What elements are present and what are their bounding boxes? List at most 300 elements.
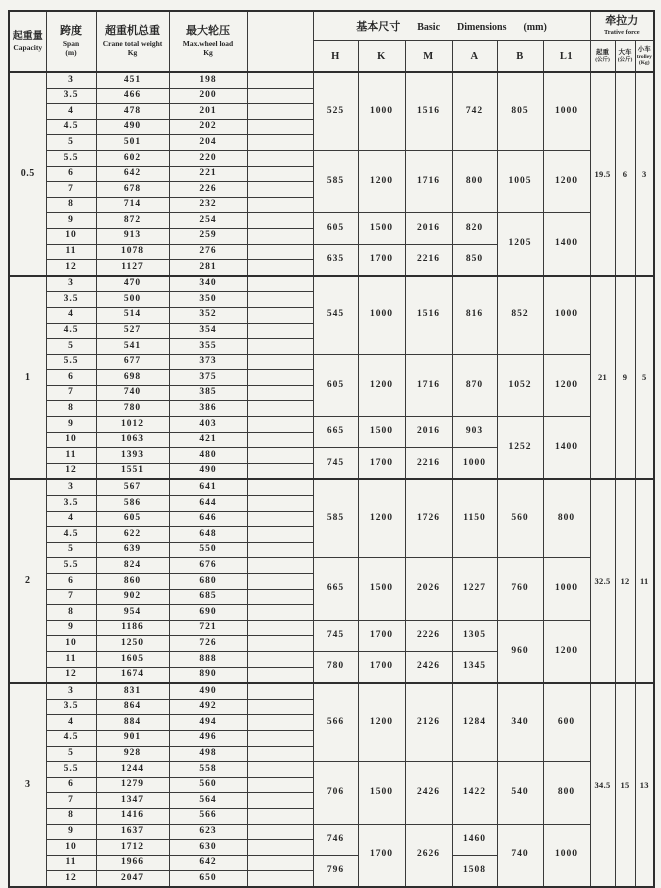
weight-header-en: Crane total weight <box>102 39 163 48</box>
capacity-header-zh: 起重量 <box>12 30 43 42</box>
wheel-load-cell: 726 <box>169 636 247 652</box>
hoist-traction-cell: 19.5 <box>590 72 615 276</box>
blank-cell <box>247 840 313 856</box>
dim-l1-cell: 800 <box>543 762 590 824</box>
dim-b-cell: 760 <box>497 558 543 620</box>
table-row <box>9 354 654 370</box>
col-header-L1: L1 <box>543 41 590 73</box>
dim-m-cell: 2216 <box>405 448 452 480</box>
wheel-load-cell: 494 <box>169 715 247 731</box>
blank-cell <box>247 871 313 887</box>
wheel-load-cell: 690 <box>169 605 247 621</box>
table-row <box>9 72 654 88</box>
span-cell: 12 <box>46 667 96 683</box>
dim-l1-cell: 1400 <box>543 213 590 276</box>
table-body <box>9 72 654 887</box>
wheel-load-cell: 259 <box>169 228 247 244</box>
capacity-cell: 3 <box>9 683 46 887</box>
blank-cell <box>247 824 313 840</box>
blank-cell <box>247 589 313 605</box>
blank-cell <box>247 793 313 809</box>
table-header <box>9 11 654 72</box>
trolley-traction-cell: 13 <box>635 683 654 887</box>
wheel-load-cell: 644 <box>169 496 247 512</box>
wheel-load-cell: 490 <box>169 463 247 479</box>
wheel-load-cell: 646 <box>169 511 247 527</box>
weight-cell: 1078 <box>96 244 169 260</box>
wheel-load-cell: 200 <box>169 88 247 104</box>
wheel-load-cell: 558 <box>169 762 247 778</box>
span-cell: 6 <box>46 370 96 386</box>
dim-a-cell: 1460 <box>452 824 497 855</box>
blank-cell <box>247 385 313 401</box>
dim-k-cell: 1700 <box>358 620 405 651</box>
span-cell: 5.5 <box>46 762 96 778</box>
dim-h-cell: 746 <box>313 824 358 855</box>
blank-cell <box>247 72 313 88</box>
weight-cell: 490 <box>96 119 169 135</box>
span-cell: 4.5 <box>46 730 96 746</box>
dim-k-cell: 1500 <box>358 213 405 244</box>
dim-m-cell: 2126 <box>405 683 452 761</box>
weight-cell: 470 <box>96 276 169 292</box>
col-header-crane-weight <box>96 11 169 72</box>
wheel-header-zh: 最大轮压 <box>186 25 230 38</box>
wheel-load-cell: 373 <box>169 354 247 370</box>
col-group-basic-dimensions <box>313 11 590 41</box>
span-cell: 5 <box>46 746 96 762</box>
span-cell: 4 <box>46 715 96 731</box>
wheel-load-cell: 888 <box>169 651 247 667</box>
span-cell: 3.5 <box>46 699 96 715</box>
dim-a-cell: 1305 <box>452 620 497 651</box>
blank-cell <box>247 620 313 636</box>
dim-b-cell: 540 <box>497 762 543 824</box>
span-cell: 11 <box>46 651 96 667</box>
wheel-load-cell: 276 <box>169 244 247 260</box>
span-cell: 8 <box>46 197 96 213</box>
wheel-load-cell: 721 <box>169 620 247 636</box>
table-row <box>9 150 654 166</box>
span-cell: 5 <box>46 135 96 151</box>
blank-cell <box>247 432 313 448</box>
wheel-load-cell: 226 <box>169 182 247 198</box>
wheel-header-en: Max.wheel load <box>182 39 234 48</box>
blank-cell <box>247 511 313 527</box>
weight-cell: 602 <box>96 150 169 166</box>
weight-cell: 2047 <box>96 871 169 887</box>
dim-h-cell: 745 <box>313 448 358 480</box>
bridge-traction-cell: 12 <box>615 479 635 683</box>
hoist-traction-cell: 34.5 <box>590 683 615 887</box>
span-cell: 4.5 <box>46 527 96 543</box>
span-cell: 6 <box>46 777 96 793</box>
span-cell: 7 <box>46 589 96 605</box>
dim-a-cell: 742 <box>452 72 497 150</box>
dim-k-cell: 1200 <box>358 479 405 557</box>
weight-cell: 1637 <box>96 824 169 840</box>
span-cell: 3 <box>46 276 96 292</box>
trolley-traction-label: 小车 <box>637 46 651 54</box>
dim-a-cell: 816 <box>452 276 497 354</box>
blank-cell <box>247 808 313 824</box>
wheel-load-cell: 490 <box>169 683 247 699</box>
span-cell: 11 <box>46 244 96 260</box>
weight-cell: 622 <box>96 527 169 543</box>
wheel-load-cell: 498 <box>169 746 247 762</box>
blank-cell <box>247 323 313 339</box>
span-cell: 11 <box>46 448 96 464</box>
span-cell: 12 <box>46 871 96 887</box>
dim-m-cell: 2216 <box>405 244 452 276</box>
dim-b-cell: 1252 <box>497 417 543 480</box>
weight-cell: 860 <box>96 574 169 590</box>
dim-k-cell: 1200 <box>358 683 405 761</box>
weight-cell: 1063 <box>96 432 169 448</box>
dim-m-cell: 2426 <box>405 762 452 824</box>
dim-l1-cell: 1400 <box>543 417 590 480</box>
col-header-A: A <box>452 41 497 73</box>
dim-a-cell: 870 <box>452 354 497 416</box>
wheel-load-cell: 403 <box>169 417 247 433</box>
dim-b-cell: 1052 <box>497 354 543 416</box>
span-cell: 4.5 <box>46 119 96 135</box>
table-row <box>9 762 654 778</box>
span-header-en: Span <box>62 39 80 48</box>
dim-k-cell: 1500 <box>358 762 405 824</box>
span-cell: 3 <box>46 72 96 88</box>
weight-cell: 1347 <box>96 793 169 809</box>
weight-cell: 478 <box>96 104 169 120</box>
col-header-blank <box>247 11 313 72</box>
table-row <box>9 683 654 699</box>
dim-h-cell: 796 <box>313 855 358 887</box>
weight-header-zh: 超重机总重 <box>105 25 160 38</box>
blank-cell <box>247 463 313 479</box>
dim-a-cell: 1508 <box>452 855 497 887</box>
blank-cell <box>247 370 313 386</box>
dim-m-cell: 1726 <box>405 479 452 557</box>
wheel-load-cell: 566 <box>169 808 247 824</box>
weight-cell: 1712 <box>96 840 169 856</box>
blank-cell <box>247 197 313 213</box>
wheel-load-cell: 385 <box>169 385 247 401</box>
bridge-traction-label: 大车 <box>618 49 632 57</box>
weight-cell: 1244 <box>96 762 169 778</box>
blank-cell <box>247 542 313 558</box>
dim-m-cell: 2016 <box>405 417 452 448</box>
dim-k-cell: 1000 <box>358 276 405 354</box>
dim-k-cell: 1500 <box>358 417 405 448</box>
blank-cell <box>247 746 313 762</box>
blank-cell <box>247 354 313 370</box>
wheel-load-cell: 350 <box>169 292 247 308</box>
wheel-load-cell: 281 <box>169 260 247 276</box>
dim-a-cell: 820 <box>452 213 497 244</box>
span-cell: 12 <box>46 260 96 276</box>
span-header-zh: 跨度 <box>60 25 82 38</box>
blank-cell <box>247 104 313 120</box>
dim-l1-cell: 1200 <box>543 150 590 212</box>
hoist-traction-label: 起重 <box>596 49 610 57</box>
wheel-load-cell: 685 <box>169 589 247 605</box>
dim-a-cell: 1150 <box>452 479 497 557</box>
span-cell: 8 <box>46 605 96 621</box>
dim-a-cell: 850 <box>452 244 497 276</box>
dim-k-cell: 1200 <box>358 150 405 212</box>
span-cell: 5 <box>46 542 96 558</box>
dim-h-cell: 585 <box>313 150 358 212</box>
col-header-H: H <box>313 41 358 73</box>
capacity-cell: 1 <box>9 276 46 480</box>
weight-cell: 1416 <box>96 808 169 824</box>
wheel-load-cell: 375 <box>169 370 247 386</box>
blank-cell <box>247 636 313 652</box>
dim-h-cell: 566 <box>313 683 358 761</box>
weight-cell: 698 <box>96 370 169 386</box>
weight-cell: 714 <box>96 197 169 213</box>
bridge-traction-cell: 15 <box>615 683 635 887</box>
col-header-span <box>46 11 96 72</box>
blank-cell <box>247 651 313 667</box>
span-cell: 4.5 <box>46 323 96 339</box>
weight-cell: 541 <box>96 339 169 355</box>
dims-header-unit: (mm) <box>523 22 547 33</box>
dim-m-cell: 2026 <box>405 558 452 620</box>
blank-cell <box>247 88 313 104</box>
dim-m-cell: 1716 <box>405 354 452 416</box>
span-cell: 10 <box>46 228 96 244</box>
weight-cell: 1393 <box>96 448 169 464</box>
blank-cell <box>247 228 313 244</box>
wheel-load-cell: 355 <box>169 339 247 355</box>
span-cell: 4 <box>46 511 96 527</box>
weight-cell: 678 <box>96 182 169 198</box>
wheel-load-cell: 564 <box>169 793 247 809</box>
weight-cell: 1966 <box>96 855 169 871</box>
wheel-load-cell: 386 <box>169 401 247 417</box>
weight-cell: 1012 <box>96 417 169 433</box>
dim-a-cell: 800 <box>452 150 497 212</box>
blank-cell <box>247 762 313 778</box>
weight-cell: 1551 <box>96 463 169 479</box>
dim-l1-cell: 1200 <box>543 620 590 683</box>
capacity-header-en: Capacity <box>13 42 43 52</box>
span-cell: 5.5 <box>46 354 96 370</box>
dim-k-cell: 1200 <box>358 354 405 416</box>
col-group-traction <box>590 11 654 41</box>
wheel-load-cell: 890 <box>169 667 247 683</box>
col-header-K: K <box>358 41 405 73</box>
span-cell: 12 <box>46 463 96 479</box>
wheel-load-cell: 340 <box>169 276 247 292</box>
dim-h-cell: 665 <box>313 558 358 620</box>
dim-h-cell: 525 <box>313 72 358 150</box>
wheel-load-cell: 623 <box>169 824 247 840</box>
weight-cell: 824 <box>96 558 169 574</box>
weight-cell: 586 <box>96 496 169 512</box>
col-header-hoist-traction <box>590 41 615 73</box>
blank-cell <box>247 574 313 590</box>
dim-m-cell: 2626 <box>405 824 452 887</box>
dim-l1-cell: 1200 <box>543 354 590 416</box>
blank-cell <box>247 182 313 198</box>
dim-a-cell: 1345 <box>452 651 497 683</box>
dim-l1-cell: 1000 <box>543 72 590 150</box>
dim-b-cell: 1205 <box>497 213 543 276</box>
wheel-load-cell: 642 <box>169 855 247 871</box>
wheel-load-cell: 492 <box>169 699 247 715</box>
blank-cell <box>247 605 313 621</box>
wheel-header-unit: Kg <box>203 48 213 58</box>
blank-cell <box>247 855 313 871</box>
dim-k-cell: 1500 <box>358 558 405 620</box>
blank-cell <box>247 496 313 512</box>
weight-cell: 954 <box>96 605 169 621</box>
dim-h-cell: 706 <box>313 762 358 824</box>
blank-cell <box>247 715 313 731</box>
weight-cell: 1186 <box>96 620 169 636</box>
span-cell: 3 <box>46 683 96 699</box>
blank-cell <box>247 339 313 355</box>
bridge-traction-cell: 9 <box>615 276 635 480</box>
blank-cell <box>247 479 313 495</box>
weight-cell: 740 <box>96 385 169 401</box>
span-cell: 5.5 <box>46 150 96 166</box>
blank-cell <box>247 292 313 308</box>
blank-cell <box>247 307 313 323</box>
dim-h-cell: 745 <box>313 620 358 651</box>
blank-cell <box>247 150 313 166</box>
table-row <box>9 417 654 433</box>
traction-header-en: Trative force <box>603 28 640 36</box>
dims-header-zh: 基本尺寸 <box>356 21 401 33</box>
bridge-traction-cell: 6 <box>615 72 635 276</box>
dim-m-cell: 2426 <box>405 651 452 683</box>
trolley-traction-en: trolley <box>636 53 652 60</box>
dim-a-cell: 1000 <box>452 448 497 480</box>
blank-cell <box>247 730 313 746</box>
dim-m-cell: 2226 <box>405 620 452 651</box>
span-cell: 7 <box>46 182 96 198</box>
weight-cell: 831 <box>96 683 169 699</box>
blank-cell <box>247 558 313 574</box>
bridge-traction-unit: (公斤) <box>617 56 633 63</box>
dim-m-cell: 1516 <box>405 276 452 354</box>
weight-cell: 466 <box>96 88 169 104</box>
dim-b-cell: 560 <box>497 479 543 557</box>
dim-m-cell: 2016 <box>405 213 452 244</box>
dim-b-cell: 805 <box>497 72 543 150</box>
dim-l1-cell: 800 <box>543 479 590 557</box>
weight-header-unit: Kg <box>127 48 138 58</box>
weight-cell: 605 <box>96 511 169 527</box>
wheel-load-cell: 650 <box>169 871 247 887</box>
blank-cell <box>247 699 313 715</box>
weight-cell: 639 <box>96 542 169 558</box>
wheel-load-cell: 201 <box>169 104 247 120</box>
table-row <box>9 620 654 636</box>
hoist-traction-cell: 32.5 <box>590 479 615 683</box>
dim-l1-cell: 1000 <box>543 824 590 887</box>
weight-cell: 864 <box>96 699 169 715</box>
wheel-load-cell: 676 <box>169 558 247 574</box>
dim-m-cell: 1516 <box>405 72 452 150</box>
blank-cell <box>247 667 313 683</box>
weight-cell: 901 <box>96 730 169 746</box>
blank-cell <box>247 260 313 276</box>
wheel-load-cell: 496 <box>169 730 247 746</box>
table-row <box>9 479 654 495</box>
trolley-traction-cell: 3 <box>635 72 654 276</box>
blank-cell <box>247 244 313 260</box>
weight-cell: 527 <box>96 323 169 339</box>
wheel-load-cell: 560 <box>169 777 247 793</box>
dim-k-cell: 1700 <box>358 651 405 683</box>
span-cell: 3.5 <box>46 292 96 308</box>
wheel-load-cell: 221 <box>169 166 247 182</box>
wheel-load-cell: 202 <box>169 119 247 135</box>
weight-cell: 1127 <box>96 260 169 276</box>
span-cell: 10 <box>46 840 96 856</box>
span-header-unit: (m) <box>65 48 77 58</box>
wheel-load-cell: 254 <box>169 213 247 229</box>
trolley-traction-cell: 5 <box>635 276 654 480</box>
dim-h-cell: 605 <box>313 213 358 244</box>
capacity-cell: 2 <box>9 479 46 683</box>
dim-a-cell: 1284 <box>452 683 497 761</box>
span-cell: 8 <box>46 401 96 417</box>
hoist-traction-unit: (公斤) <box>595 56 610 63</box>
weight-cell: 567 <box>96 479 169 495</box>
span-cell: 8 <box>46 808 96 824</box>
blank-cell <box>247 777 313 793</box>
table-row <box>9 558 654 574</box>
table-row <box>9 213 654 229</box>
weight-cell: 872 <box>96 213 169 229</box>
wheel-load-cell: 232 <box>169 197 247 213</box>
weight-cell: 780 <box>96 401 169 417</box>
weight-cell: 677 <box>96 354 169 370</box>
span-cell: 7 <box>46 793 96 809</box>
span-cell: 4 <box>46 307 96 323</box>
dim-h-cell: 545 <box>313 276 358 354</box>
blank-cell <box>247 119 313 135</box>
dim-b-cell: 852 <box>497 276 543 354</box>
col-header-bridge-traction <box>615 41 635 73</box>
span-cell: 3.5 <box>46 88 96 104</box>
wheel-load-cell: 198 <box>169 72 247 88</box>
weight-cell: 1279 <box>96 777 169 793</box>
dim-b-cell: 1005 <box>497 150 543 212</box>
weight-cell: 514 <box>96 307 169 323</box>
span-cell: 6 <box>46 574 96 590</box>
span-cell: 5.5 <box>46 558 96 574</box>
trolley-traction-cell: 11 <box>635 479 654 683</box>
blank-cell <box>247 527 313 543</box>
dim-k-cell: 1700 <box>358 824 405 887</box>
dim-a-cell: 903 <box>452 417 497 448</box>
span-cell: 9 <box>46 824 96 840</box>
wheel-load-cell: 204 <box>169 135 247 151</box>
span-cell: 11 <box>46 855 96 871</box>
weight-cell: 928 <box>96 746 169 762</box>
wheel-load-cell: 220 <box>169 150 247 166</box>
col-header-M: M <box>405 41 452 73</box>
span-cell: 3.5 <box>46 496 96 512</box>
col-header-capacity <box>9 11 46 72</box>
dim-h-cell: 635 <box>313 244 358 276</box>
